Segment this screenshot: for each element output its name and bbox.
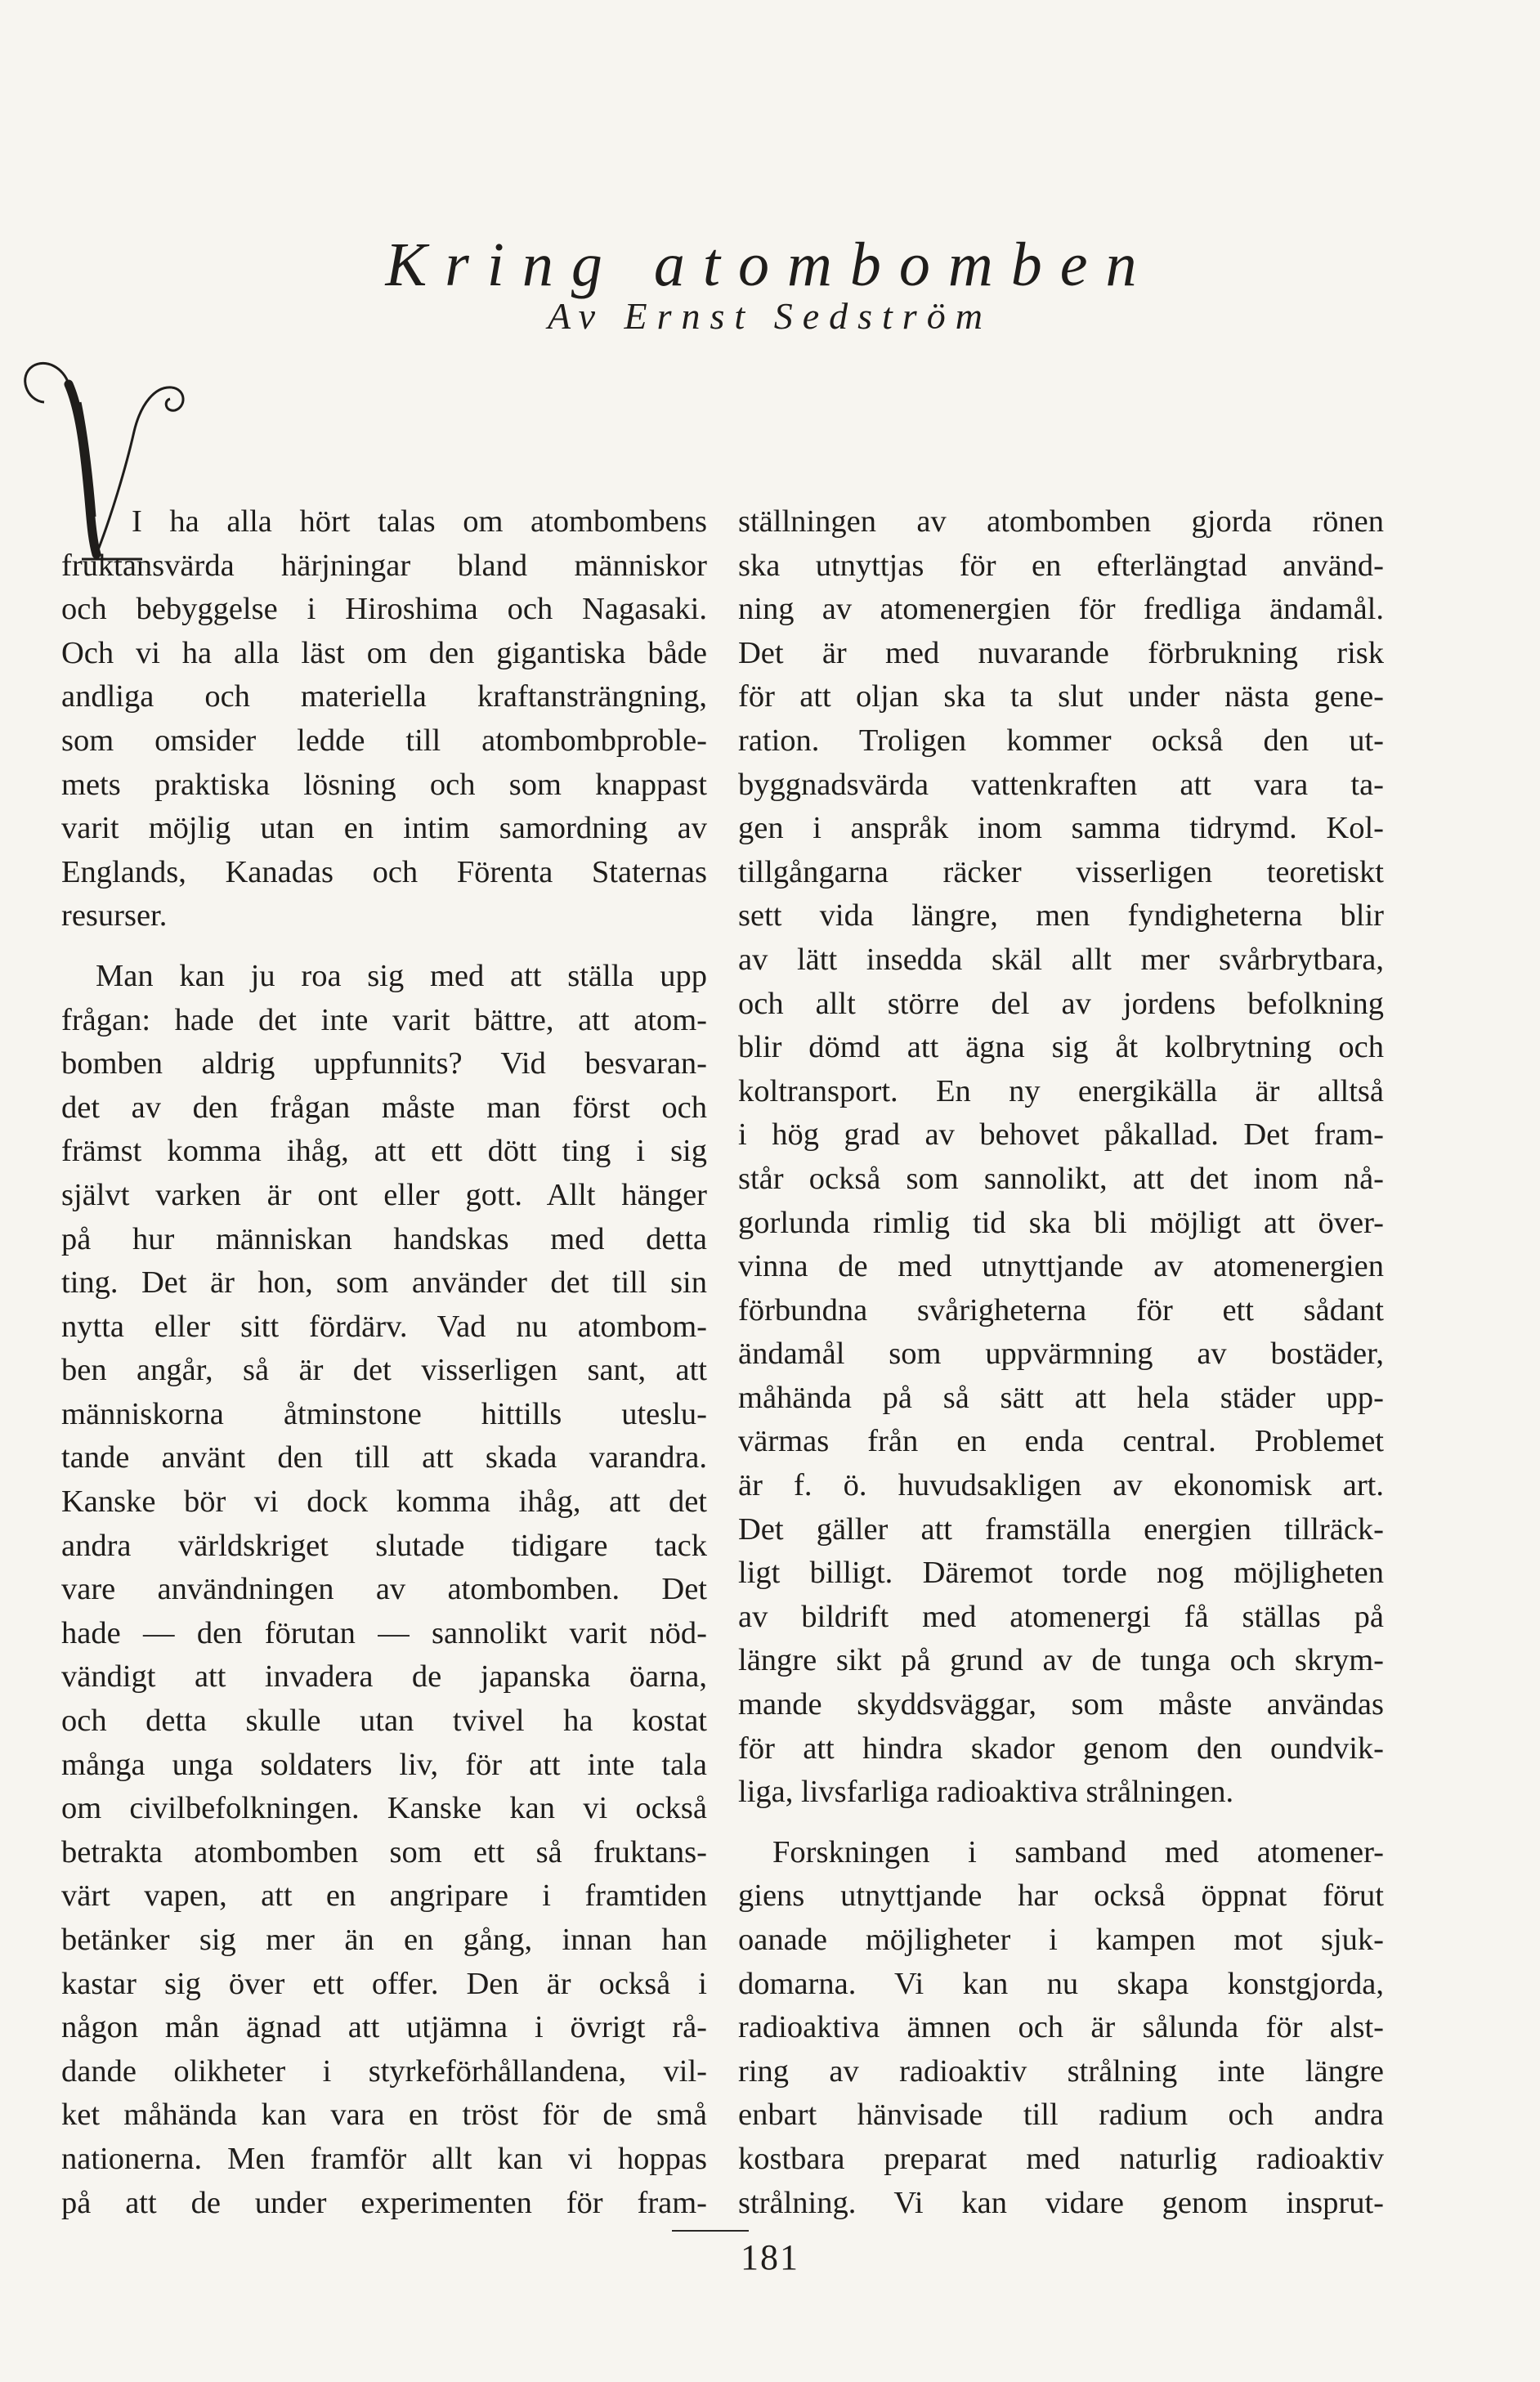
text-line: mande skyddsväggar, som måste användas <box>738 1687 1384 1722</box>
text-line: någon mån ägnad att utjämna i övrigt rå- <box>61 2010 707 2045</box>
text-line: mets praktiska lösning och som knappast <box>61 767 707 802</box>
text-line: det av den frågan måste man först och <box>61 1090 707 1125</box>
text-line: och bebyggelse i Hiroshima och Nagasaki. <box>61 592 707 627</box>
text-line: ration. Troligen kommer också den ut- <box>738 723 1384 758</box>
text-line: giens utnyttjande har också öppnat förut <box>738 1878 1384 1914</box>
text-line: ket måhända kan vara en tröst för de små <box>61 2098 707 2133</box>
text-line: kastar sig över ett offer. Den är också i <box>61 1966 707 2001</box>
text-line: på hur människan handskas med detta <box>61 1221 707 1256</box>
text-line: bomben aldrig uppfunnits? Vid besvaran- <box>61 1046 707 1081</box>
paragraph-gap <box>738 1815 1384 1831</box>
text-line: Man kan ju roa sig med att ställa upp <box>96 958 707 993</box>
text-line: kostbara preparat med naturlig radioaktiv <box>738 2141 1384 2176</box>
text-line: betänker sig mer än en gång, innan han <box>61 1923 707 1957</box>
text-line: måhända på så sätt att hela städer upp- <box>738 1380 1384 1415</box>
text-line: är f. ö. huvudsakligen av ekonomisk art. <box>738 1468 1384 1503</box>
text-line: resurser. <box>61 898 168 934</box>
text-line: många unga soldaters liv, för att inte tala <box>61 1747 707 1782</box>
right-column <box>738 500 1384 2225</box>
text-line: byggnadsvärda vattenkraften att vara ta- <box>738 767 1384 802</box>
text-line: hade — den förutan — sannolikt varit nöd- <box>61 1615 707 1650</box>
text-line: domarna. Vi kan nu skapa konstgjorda, <box>738 1966 1384 2001</box>
text-line: vare användningen av atombomben. Det <box>61 1572 707 1607</box>
page-number-rule <box>672 2230 749 2232</box>
text-line: nytta eller sitt fördärv. Vad nu atombom- <box>61 1309 707 1344</box>
text-line: om civilbefolkningen. Kanske kan vi också <box>61 1791 707 1826</box>
text-line: ning av atomenergien för fredliga ändamål. <box>738 592 1384 627</box>
text-line: liga, livsfarliga radioaktiva strålningen. <box>738 1775 1234 1810</box>
text-line: enbart hänvisade till radium och andra <box>738 2098 1384 2133</box>
text-line: ställningen av atombomben gjorda rönen <box>738 504 1384 539</box>
text-line: vändigt att invadera de japanska öarna, <box>61 1659 707 1695</box>
text-line: människorna åtminstone hittills uteslu- <box>61 1396 707 1431</box>
text-line: Det är med nuvarande förbrukning risk <box>738 635 1384 670</box>
text-line: frågan: hade det inte varit bättre, att atom- <box>61 1002 707 1037</box>
text-line: Englands, Kanadas och Förenta Staternas <box>61 854 707 889</box>
text-line: ska utnyttjas för en efterlängtad använd- <box>738 548 1384 583</box>
text-line: dande olikheter i styrkeförhållandena, vil- <box>61 2053 707 2089</box>
text-line: gorlunda rimlig tid ska bli möjligt att över- <box>738 1205 1384 1240</box>
text-line: och detta skulle utan tvivel ha kostat <box>61 1704 707 1739</box>
text-line: Och vi ha alla läst om den gigantiska både <box>61 635 707 670</box>
text-line: i hög grad av behovet påkallad. Det fram- <box>738 1117 1384 1153</box>
text-line: radioaktiva ämnen och är sålunda för alst- <box>738 2010 1384 2045</box>
text-line: och allt större del av jordens befolkning <box>738 986 1384 1021</box>
text-line: gen i anspråk inom samma tidrymd. Kol- <box>738 811 1384 846</box>
left-column <box>61 500 707 2225</box>
text-line: ändamål som uppvärmning av bostäder, <box>738 1337 1384 1372</box>
text-line: andra världskriget slutade tidigare tack <box>61 1528 707 1563</box>
text-line: Forskningen i samband med atomener- <box>772 1834 1384 1869</box>
text-line: ligt billigt. Däremot torde nog möjligheten <box>738 1556 1384 1591</box>
text-line: för att oljan ska ta slut under nästa gene- <box>738 679 1384 714</box>
text-line: ben angår, så är det visserligen sant, att <box>61 1353 707 1388</box>
text-line: tillgångarna räcker visserligen teoretiskt <box>738 854 1384 889</box>
text-line: självt varken är ont eller gott. Allt hänger <box>61 1177 707 1212</box>
text-line: av lätt insedda skäl allt mer svårbrytbara, <box>738 942 1384 977</box>
text-line: tande använt den till att skada varandra. <box>61 1440 707 1475</box>
text-line: främst komma ihåg, att ett dött ting i sig <box>61 1134 707 1169</box>
text-line: ting. Det är hon, som använder det till sin <box>61 1265 707 1301</box>
text-line: värt vapen, att en angripare i framtiden <box>61 1878 707 1914</box>
text-line: andliga och materiella kraftansträngning, <box>61 679 707 714</box>
text-line: på att de under experimenten för fram- <box>61 2185 707 2220</box>
text-line: som omsider ledde till atombombproble- <box>61 723 707 758</box>
text-line: av bildrift med atomenergi få ställas på <box>738 1599 1384 1634</box>
text-line: fruktansvärda härjningar bland människor <box>61 548 707 583</box>
text-line: ring av radioaktiv strålning inte längre <box>738 2053 1384 2089</box>
text-line: sett vida längre, men fyndigheterna blir <box>738 898 1384 934</box>
text-line: värmas från en enda central. Problemet <box>738 1424 1384 1459</box>
text-line: Kanske bör vi dock komma ihåg, att det <box>61 1484 707 1520</box>
text-line: varit möjlig utan en intim samordning av <box>61 811 707 846</box>
text-line: I ha alla hört talas om atombombens <box>132 504 707 539</box>
text-line: vinna de med utnyttjande av atomenergien <box>738 1249 1384 1284</box>
text-line: oanade möjligheter i kampen mot sjuk- <box>738 1923 1384 1957</box>
page-number: 181 <box>741 2237 799 2277</box>
text-line: blir dömd att ägna sig åt kolbrytning och <box>738 1030 1384 1065</box>
text-line: för att hindra skador genom den oundvik- <box>738 1731 1384 1766</box>
paragraph-gap <box>61 938 707 955</box>
article-title: Kring atombomben <box>385 230 1155 299</box>
text-line: förbundna svårigheterna för ett sådant <box>738 1292 1384 1328</box>
text-line: betrakta atombomben som ett så fruktans- <box>61 1834 707 1869</box>
text-line: nationerna. Men framför allt kan vi hoppas <box>61 2141 707 2176</box>
article-byline: Av Ernst Sedström <box>548 295 992 337</box>
text-line: koltransport. En ny energikälla är alltså <box>738 1073 1384 1108</box>
text-line: strålning. Vi kan vidare genom insprut- <box>738 2185 1384 2220</box>
text-line: längre sikt på grund av de tunga och skrym- <box>738 1643 1384 1678</box>
text-line: står också som sannolikt, att det inom nå- <box>738 1161 1384 1196</box>
text-line: Det gäller att framställa energien tillräck- <box>738 1511 1384 1547</box>
